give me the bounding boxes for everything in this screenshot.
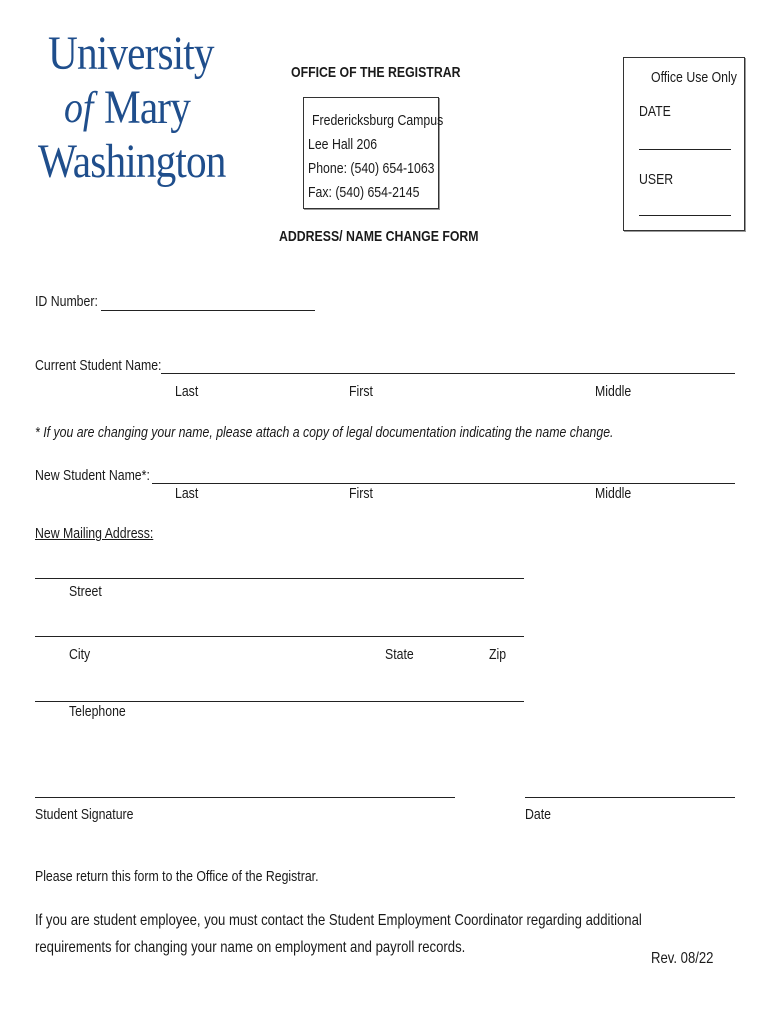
logo-line-washington: Washington xyxy=(38,135,226,188)
logo-line-mary: Mary xyxy=(104,81,190,134)
office-use-box xyxy=(623,57,745,231)
new-first-label: First xyxy=(349,485,373,502)
office-use-user-line[interactable] xyxy=(639,215,731,216)
current-first-label: First xyxy=(349,383,373,400)
return-instructions: Please return this form to the Office of the Registrar. xyxy=(35,868,319,885)
city-label: City xyxy=(69,646,91,663)
logo-line-of: of xyxy=(64,83,94,132)
signature-line[interactable] xyxy=(35,797,455,798)
current-name-line[interactable] xyxy=(161,373,735,374)
telephone-line[interactable] xyxy=(35,701,524,702)
street-label: Street xyxy=(69,583,102,600)
employee-note-line-2: requirements for changing your name on employment and payroll records. xyxy=(35,939,466,956)
id-number-label: ID Number: xyxy=(35,293,98,310)
office-use-date-label: DATE xyxy=(639,103,671,120)
name-change-note: * If you are changing your name, please attach a copy of legal documentation indicating the name change. xyxy=(35,424,614,441)
campus-building: Lee Hall 206 xyxy=(308,136,378,153)
new-last-label: Last xyxy=(175,485,199,502)
office-use-user-label: USER xyxy=(639,171,674,188)
campus-fax: Fax: (540) 654-2145 xyxy=(308,184,420,201)
form-title: ADDRESS/ NAME CHANGE FORM xyxy=(279,228,479,245)
signature-date-line[interactable] xyxy=(525,797,735,798)
current-name-label: Current Student Name: xyxy=(35,357,162,374)
campus-phone: Phone: (540) 654-1063 xyxy=(308,160,435,177)
zip-label: Zip xyxy=(489,646,507,663)
new-name-label: New Student Name*: xyxy=(35,467,150,484)
new-middle-label: Middle xyxy=(595,485,632,502)
revision-label: Rev. 08/22 xyxy=(651,950,714,967)
mailing-address-heading: New Mailing Address: xyxy=(35,525,154,542)
signature-date-label: Date xyxy=(525,806,551,823)
office-use-title: Office Use Only xyxy=(651,69,737,86)
city-state-zip-line[interactable] xyxy=(35,636,524,637)
logo-line-university: University xyxy=(48,27,214,80)
signature-label: Student Signature xyxy=(35,806,134,823)
office-use-date-line[interactable] xyxy=(639,149,731,150)
street-line[interactable] xyxy=(35,578,524,579)
current-middle-label: Middle xyxy=(595,383,632,400)
state-label: State xyxy=(385,646,414,663)
new-name-line[interactable] xyxy=(152,483,735,484)
telephone-label: Telephone xyxy=(69,703,126,720)
office-title: OFFICE OF THE REGISTRAR xyxy=(291,64,461,81)
campus-info-box xyxy=(303,97,444,209)
id-number-line[interactable] xyxy=(101,310,315,311)
current-last-label: Last xyxy=(175,383,199,400)
employee-note-line-1: If you are student employee, you must contact the Student Employment Coordinator regarding additional xyxy=(35,912,642,929)
campus-name: Fredericksburg Campus xyxy=(312,112,444,129)
